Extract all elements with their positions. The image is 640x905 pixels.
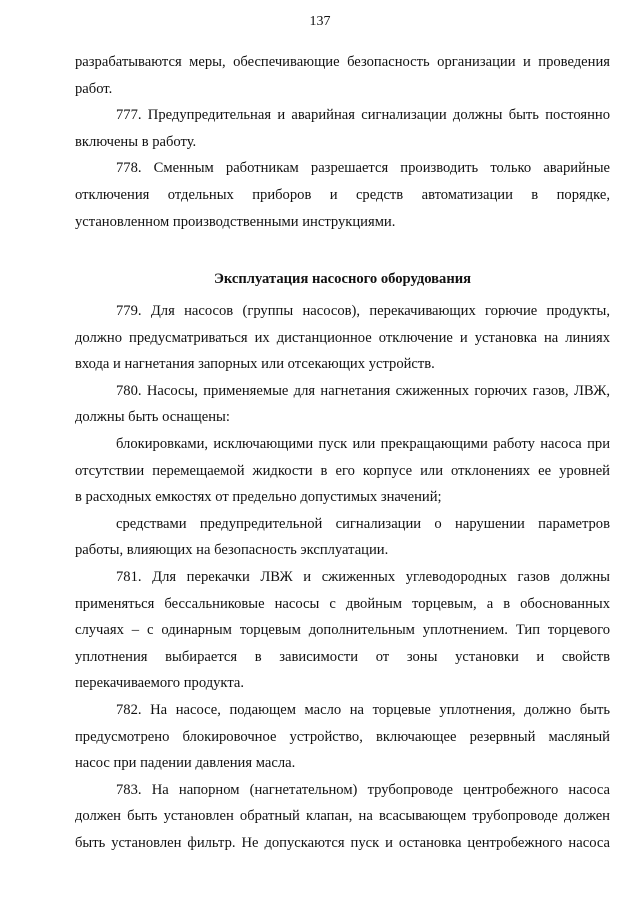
text-line: 780. Насосы, применяемые для нагнетания сжиженных горючих газов, ЛВЖ, [116,382,610,399]
text-line: должно предусматриваться их дистанционное отключение и установка на линиях [75,329,610,346]
text-line: 783. На напорном (нагнетательном) трубопроводе центробежного насоса [116,781,610,798]
text-line: быть установлен фильтр. Не допускаются пуск и остановка центробежного насоса [75,834,610,851]
text-line: 779. Для насосов (группы насосов), перекачивающих горючие продукты, [116,303,610,319]
paragraph [75,102,610,155]
text-line: средствами предупредительной сигнализации о нарушении параметров [116,515,610,532]
text-block-bottom [75,298,610,856]
text-line: включены в работу. [75,133,197,150]
text-line: работы, влияющих на безопасность эксплуатации. [75,542,389,559]
text-line: работ. [75,80,113,97]
text-line: отключения отдельных приборов и средств автоматизации в порядке, [75,186,610,203]
page-number: 137 [309,14,331,29]
paragraph [75,697,610,777]
text-line: насос при падении давления масла. [75,755,296,772]
text-line: перекачиваемого продукта. [75,675,245,692]
paragraph [75,378,610,431]
text-line: установленном производственными инструкциями. [75,213,396,230]
paragraph [75,298,610,378]
text-line: в расходных емкостях от предельно допустимых значений; [75,489,442,506]
paragraph [75,431,610,511]
paragraph [75,155,610,235]
section-heading: Эксплуатация насосного оборудования [213,271,472,287]
text-block-top [75,49,610,235]
text-line: применяться бессальниковые насосы с двойным торцевым, а в обоснованных [75,595,610,612]
text-line: отсутствии перемещаемой жидкости в его корпусе или отклонениях ее уровней [75,462,610,479]
text-line: 781. Для перекачки ЛВЖ и сжиженных углеводородных газов должны [116,568,610,585]
text-line: 778. Сменным работникам разрешается производить только аварийные [116,160,610,177]
text-line: должны быть оснащены: [75,409,230,426]
text-line: разрабатываются меры, обеспечивающие безопасность организации и проведения [75,54,610,70]
text-line: случаях – с одинарным торцевым дополнительным уплотнением. Тип торцевого [75,622,610,639]
text-line: 777. Предупредительная и аварийная сигнализации должны быть постоянно [116,107,610,124]
text-line: входа и нагнетания запорных или отсекающих устройств. [75,356,435,373]
text-line: 782. На насосе, подающем масло на торцевые уплотнения, должно быть [116,701,610,718]
text-line: уплотнения выбирается в зависимости от зоны установки и свойств [75,648,610,665]
paragraph [75,564,610,697]
text-line: блокировками, исключающими пуск или прекращающими работу насоса при [116,435,610,452]
paragraph [75,49,610,102]
paragraph [75,777,610,857]
paragraph [75,511,610,564]
text-line: предусмотрено блокировочное устройство, включающее резервный масляный [75,728,610,745]
text-line: должен быть установлен обратный клапан, на всасывающем трубопроводе должен [75,808,610,825]
